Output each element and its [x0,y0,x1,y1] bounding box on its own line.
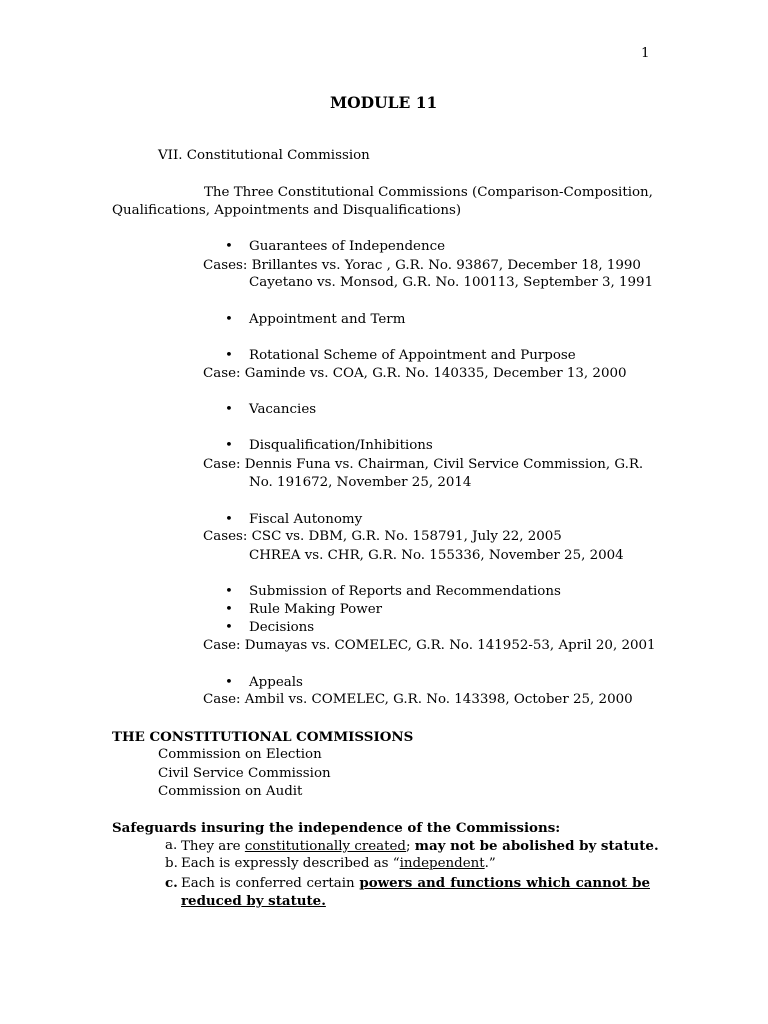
safeguard-c: Each is conferred certain powers and functions which cannot be [181,875,650,891]
bullet-disqualification: Disqualification/Inhibitions [249,438,433,453]
bullet-rotational: Rotational Scheme of Appointment and Purpose [249,348,576,363]
page-title: MODULE 11 [330,93,438,112]
bullet-rule-making: Rule Making Power [249,602,383,617]
bullet-glyph: • [225,512,233,527]
case-line: Case: Ambil vs. COMELEC, G.R. No. 143398, October 25, 2000 [203,692,633,707]
bullet-appeals: Appeals [249,675,303,690]
commission-item: Commission on Election [158,747,322,762]
bullet-decisions: Decisions [249,620,315,635]
case-line: Case: Dumayas vs. COMELEC, G.R. No. 141952-53, April 20, 2001 [203,638,656,653]
bullet-glyph: • [225,348,233,363]
bullet-glyph: • [225,675,233,690]
bullet-appointment: Appointment and Term [249,312,406,327]
section-heading: VII. Constitutional Commission [158,148,370,163]
intro-line-2: Qualifications, Appointments and Disqualifications) [112,203,462,218]
bullet-glyph: • [225,602,233,617]
bullet-glyph: • [225,239,233,254]
bullet-guarantees: Guarantees of Independence [249,239,446,254]
case-line: Case: Gaminde vs. COA, G.R. No. 140335, December 13, 2000 [203,366,627,381]
list-label-a: a. [165,838,178,853]
case-line: Cases: Brillantes vs. Yorac , G.R. No. 93867, December 18, 1990 [203,258,641,273]
bullet-fiscal-autonomy: Fiscal Autonomy [249,512,363,527]
list-label-c: c. [165,875,178,891]
bullet-vacancies: Vacancies [249,402,317,417]
bullet-glyph: • [225,584,233,599]
commission-item: Commission on Audit [158,784,303,799]
safeguard-c-continued: reduced by statute. [181,893,326,909]
case-line: Cases: CSC vs. DBM, G.R. No. 158791, July 22, 2005 [203,529,562,544]
list-label-b: b. [165,856,178,871]
case-line: CHREA vs. CHR, G.R. No. 155336, November 25, 2004 [249,548,624,563]
safeguard-a: They are constitutionally created; may not be abolished by statute. [181,838,659,854]
safeguard-b: Each is expressly described as “independent.” [181,856,496,871]
safeguards-heading: Safeguards insuring the independence of the Commissions: [112,820,561,836]
commissions-heading: THE CONSTITUTIONAL COMMISSIONS [112,729,414,745]
bullet-glyph: • [225,312,233,327]
case-line: Case: Dennis Funa vs. Chairman, Civil Service Commission, G.R. [203,457,644,472]
intro-line-1: The Three Constitutional Commissions (Comparison-Composition, [204,185,653,200]
bullet-submission: Submission of Reports and Recommendations [249,584,561,599]
commission-item: Civil Service Commission [158,766,331,781]
case-line: Cayetano vs. Monsod, G.R. No. 100113, September 3, 1991 [249,275,654,290]
page-number: 1 [641,46,650,61]
case-line: No. 191672, November 25, 2014 [249,475,472,490]
bullet-glyph: • [225,438,233,453]
bullet-glyph: • [225,402,233,417]
bullet-glyph: • [225,620,233,635]
